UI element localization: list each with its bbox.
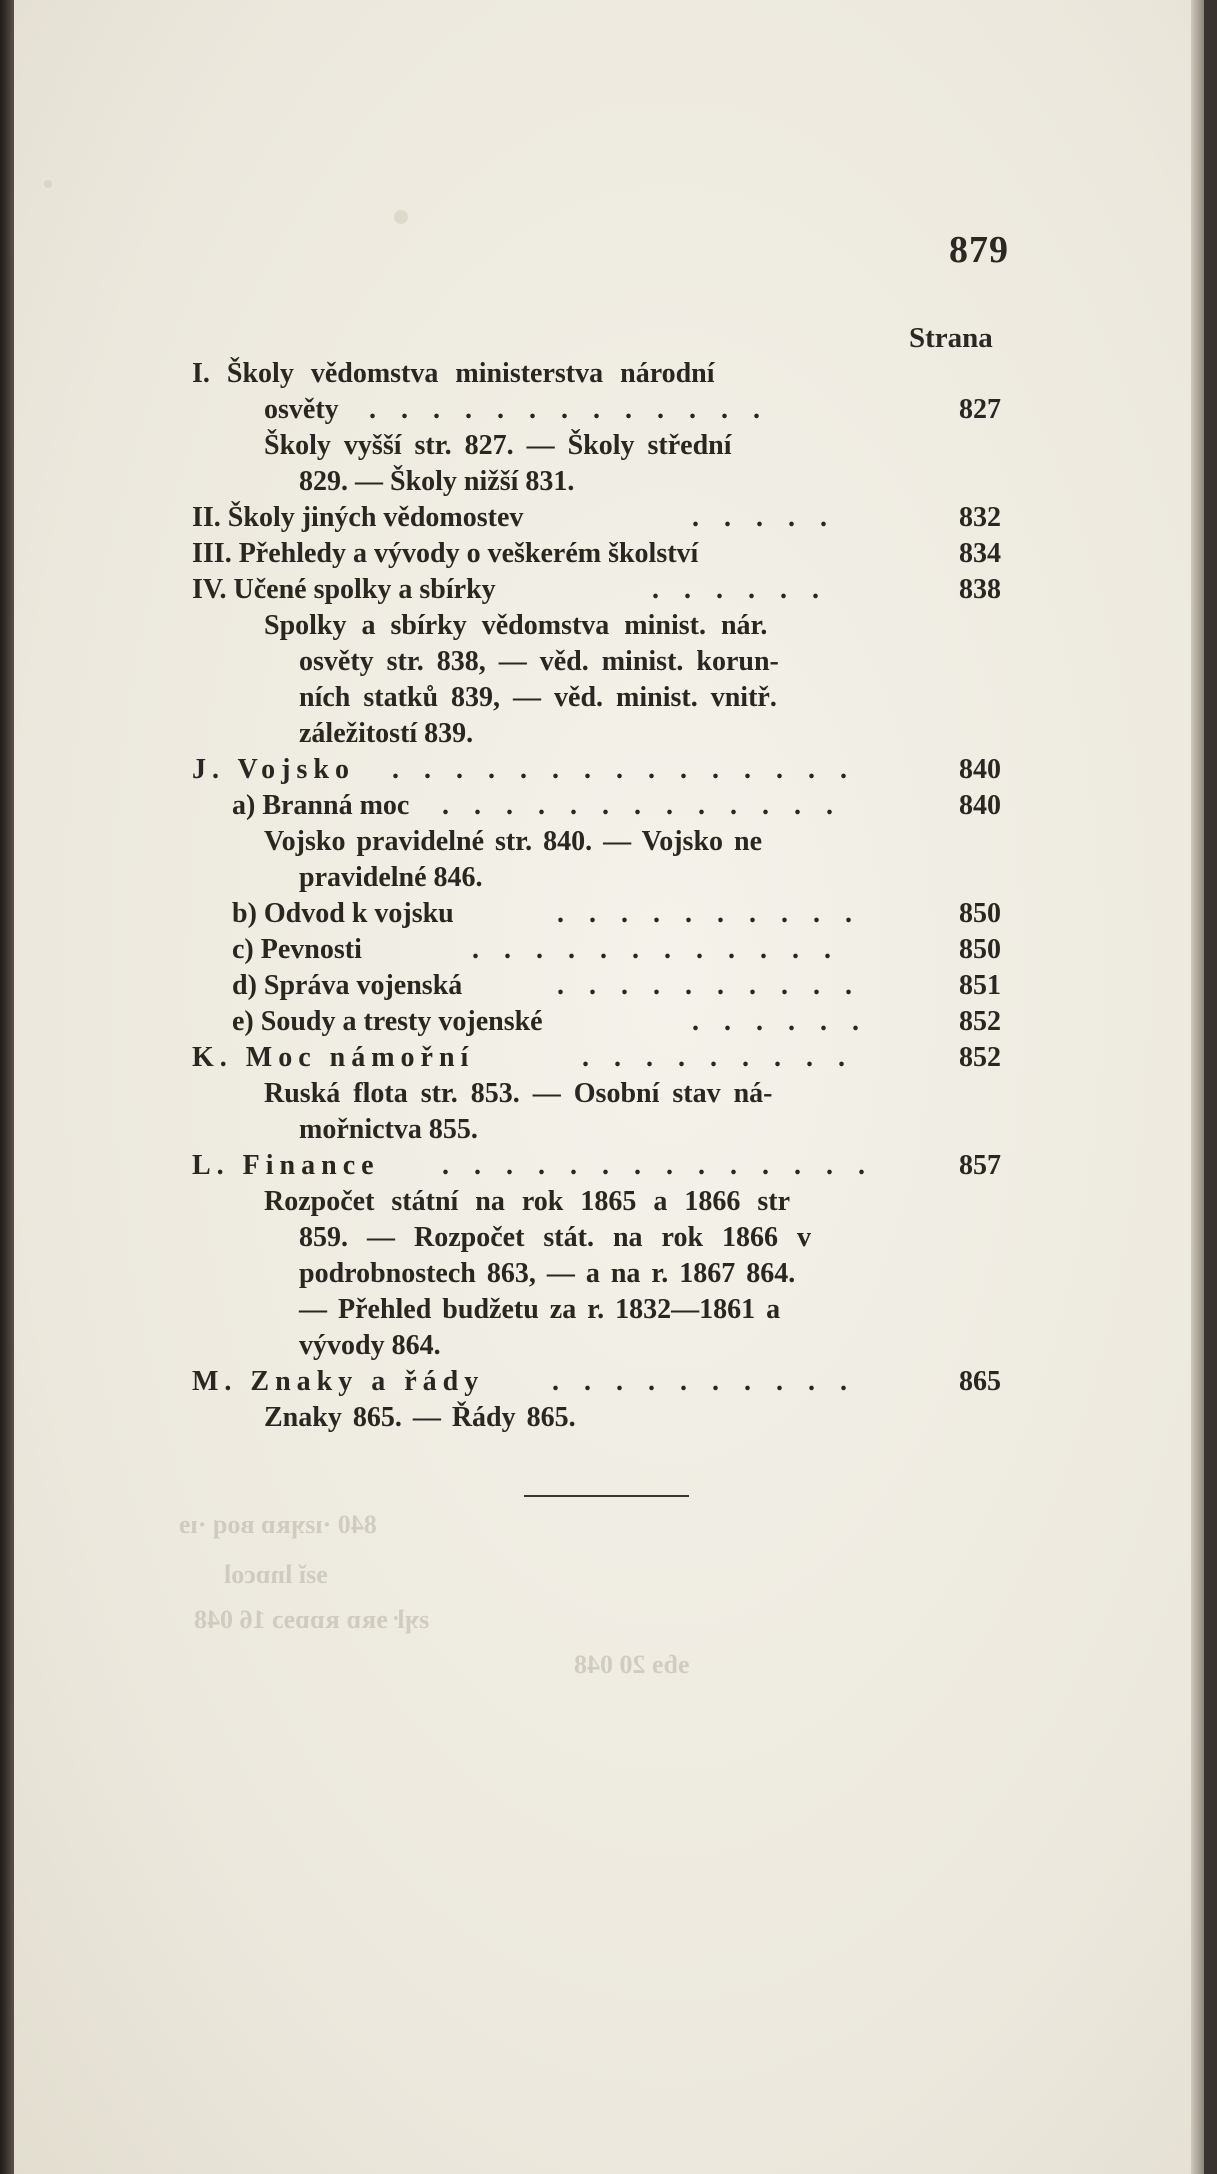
toc-entry-label: I. Školy vědomstva ministerstva národní [192, 358, 715, 389]
toc-entry [232, 932, 1022, 968]
toc-entry-label: IV. Učené spolky a sbírky [192, 574, 496, 605]
leader-dots: . . . . . . [652, 574, 828, 605]
toc-entry [192, 1364, 1022, 1400]
toc-subentry: — Přehled budžetu za r. 1832—1861 a [299, 1294, 781, 1325]
toc-subentry: Rozpočet státní na rok 1865 a 1866 str [264, 1186, 791, 1217]
toc-entry-page: 850 [959, 898, 1001, 929]
toc-subentry: 859. — Rozpočet stát. na rok 1866 v [299, 1222, 812, 1253]
toc-subentry: Školy vyšší str. 827. — Školy střední [264, 430, 732, 461]
toc-entry-label: d) Správa vojenská [232, 970, 463, 1001]
toc-subentry: vývody 864. [299, 1330, 441, 1361]
toc-subentry: Vojsko pravidelné str. 840. — Vojsko ne [264, 826, 763, 857]
toc-entry-page: 857 [959, 1150, 1001, 1181]
toc-entry-page: 840 [959, 790, 1001, 821]
toc-entry-label: L. Finance [192, 1150, 380, 1181]
page-number: 879 [949, 229, 1009, 271]
toc-subentry: Spolky a sbírky vědomstva minist. nár. [264, 610, 768, 641]
toc-entry-page: 840 [959, 754, 1001, 785]
table-of-contents [14, 0, 1204, 2174]
toc-subentry: Znaky 865. — Řády 865. [264, 1402, 576, 1433]
toc-entry-page: 832 [959, 502, 1001, 533]
toc-subentry: osvěty str. 838, — věd. minist. korun- [299, 646, 779, 677]
toc-entry [232, 1004, 1022, 1040]
toc-entry-label: a) Branná moc [232, 790, 410, 821]
leader-dots: . . . . . . . . . . . . . [442, 790, 842, 821]
book-binding-edge [0, 0, 14, 2174]
closing-rule [524, 1495, 689, 1497]
leader-dots: . . . . . . . . . . . . . . [442, 1150, 874, 1181]
toc-entry [192, 1040, 1022, 1076]
bleed-through-text: ƨʞŀ ɘʀɒ ʀɒɒɘɔ 16 048 [194, 1605, 430, 1634]
toc-entry [192, 752, 1022, 788]
leader-dots: . . . . . . . . . . . . [472, 934, 840, 965]
toc-subentry: podrobnostech 863, — a na r. 1867 864. [299, 1258, 796, 1289]
toc-entry [192, 536, 1022, 572]
toc-entry-label: osvěty [264, 394, 339, 425]
leader-dots: . . . . . . . . . . [552, 1366, 856, 1397]
toc-entry [232, 968, 1022, 1004]
leader-dots: . . . . . [692, 502, 836, 533]
leader-dots: . . . . . . . . . . . . . [369, 394, 769, 425]
toc-subentry: ních statků 839, — věd. minist. vnitř. [299, 682, 777, 713]
leader-dots: . . . . . . . . . . [557, 898, 861, 929]
toc-entry [232, 896, 1022, 932]
toc-subentry: mořnictva 855. [299, 1114, 478, 1145]
toc-entry-page: 865 [959, 1366, 1001, 1397]
toc-entry-label: M. Znaky a řády [192, 1366, 485, 1397]
leader-dots: . . . . . . [692, 1006, 868, 1037]
toc-entry-label: b) Odvod k vojsku [232, 898, 454, 929]
toc-subentry: záležitostí 839. [299, 718, 474, 749]
leader-dots: . . . . . . . . . [582, 1042, 854, 1073]
toc-entry-page: 827 [959, 394, 1001, 425]
toc-entry [192, 356, 1092, 392]
toc-entry-page: 838 [959, 574, 1001, 605]
book-page [14, 0, 1204, 2174]
toc-entry [192, 572, 1022, 608]
bleed-through-text: ɘƨĭ lnɒcol [224, 1560, 328, 1589]
toc-subentry: 829. — Školy nižší 831. [299, 466, 575, 497]
toc-entry [192, 1148, 1022, 1184]
toc-entry-page: 852 [959, 1042, 1001, 1073]
leader-dots: . . . . . . . . . . [557, 970, 861, 1001]
toc-entry-label: II. Školy jiných vědomostev [192, 502, 524, 533]
toc-subentry: Ruská flota str. 853. — Osobní stav ná- [264, 1078, 773, 1109]
page-column-header: Strana [909, 322, 993, 354]
toc-entry-label: c) Pevnosti [232, 934, 362, 965]
toc-entry-label: III. Přehledy a vývody o veškerém školství [192, 538, 699, 569]
leader-dots: . . . . . . . . . . . . . . . [392, 754, 856, 785]
bleed-through-text: ɘɓɘ 20 048 [574, 1650, 690, 1679]
toc-entry-label: K. Moc námořní [192, 1042, 475, 1073]
toc-subentry: pravidelné 846. [299, 862, 483, 893]
toc-entry-page: 852 [959, 1006, 1001, 1037]
toc-entry-page: 851 [959, 970, 1001, 1001]
toc-entry [264, 392, 1024, 428]
toc-entry-page: 850 [959, 934, 1001, 965]
toc-entry [192, 500, 1022, 536]
bleed-through-text: 840 ·ıƨʞʀɒ ʙoq ·ıɘ [179, 1510, 377, 1539]
toc-entry-page: 834 [959, 538, 1001, 569]
toc-entry [232, 788, 1022, 824]
toc-entry-label: J. Vojsko [192, 754, 355, 785]
toc-entry-label: e) Soudy a tresty vojenské [232, 1006, 543, 1037]
